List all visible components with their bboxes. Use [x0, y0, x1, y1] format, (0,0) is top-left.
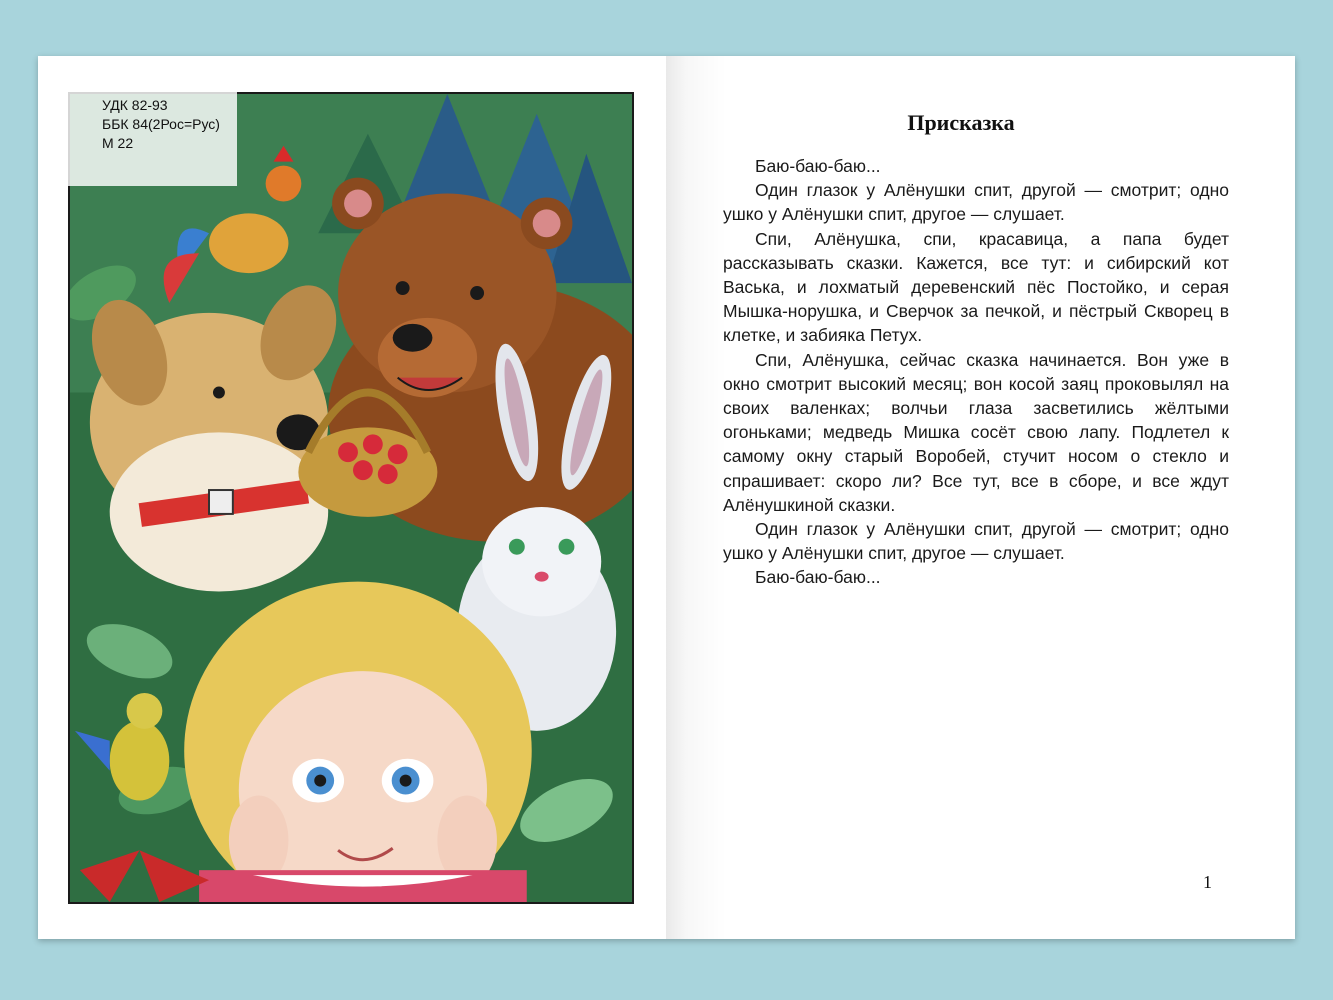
paragraph: Баю-баю-баю... [755, 567, 881, 588]
paragraph: Спи, Алёнушка, спи, красавица, а папа будет рассказывать сказки. Кажется, все тут: и сибирский кот Васька, и лохматый деревенский пёс Постойко, и серая Мышка-норушка, и Сверчок за печкой, и пёстрый Скворец в клетке, и забияка Петух. [723, 228, 1229, 346]
bibliographic-info [62, 92, 237, 186]
paragraph: Один глазок у Алёнушки спит, другой — смотрит; одно ушко у Алёнушки спит, другое — слушает. [723, 180, 1229, 225]
paragraph: Спи, Алёнушка, сейчас сказка начинается. Вон уже в окно смотрит высокий месяц; вон косой заяц проковылял на своих валенках; волчьи глаза засветились жёлтыми огоньками; медведь Мишка сосёт свою лапу. Подлетел к самому окну старый Воробей, стучит носом о стекло и спрашивает: скоро ли? Все тут, все в сборе, и все ждут Алёнушкиной сказки. [723, 349, 1229, 515]
illustration-frame [68, 92, 634, 904]
author-mark: М 22 [102, 135, 134, 151]
book-spread [38, 56, 1295, 939]
chapter-title: Присказка [907, 110, 1015, 135]
paragraph: Баю-баю-баю... [755, 156, 881, 176]
udk-code: УДК 82-93 [102, 97, 168, 113]
paragraph: Один глазок у Алёнушки спит, другой — смотрит; одно ушко у Алёнушки спит, другое — слушает. [723, 519, 1229, 564]
left-page [38, 56, 666, 939]
fairy-tale-illustration [70, 94, 632, 902]
story-text [723, 154, 1229, 590]
page-number: 1 [1203, 872, 1212, 892]
right-page [666, 56, 1295, 939]
bbk-code: ББК 84(2Рос=Рус) [102, 116, 220, 132]
